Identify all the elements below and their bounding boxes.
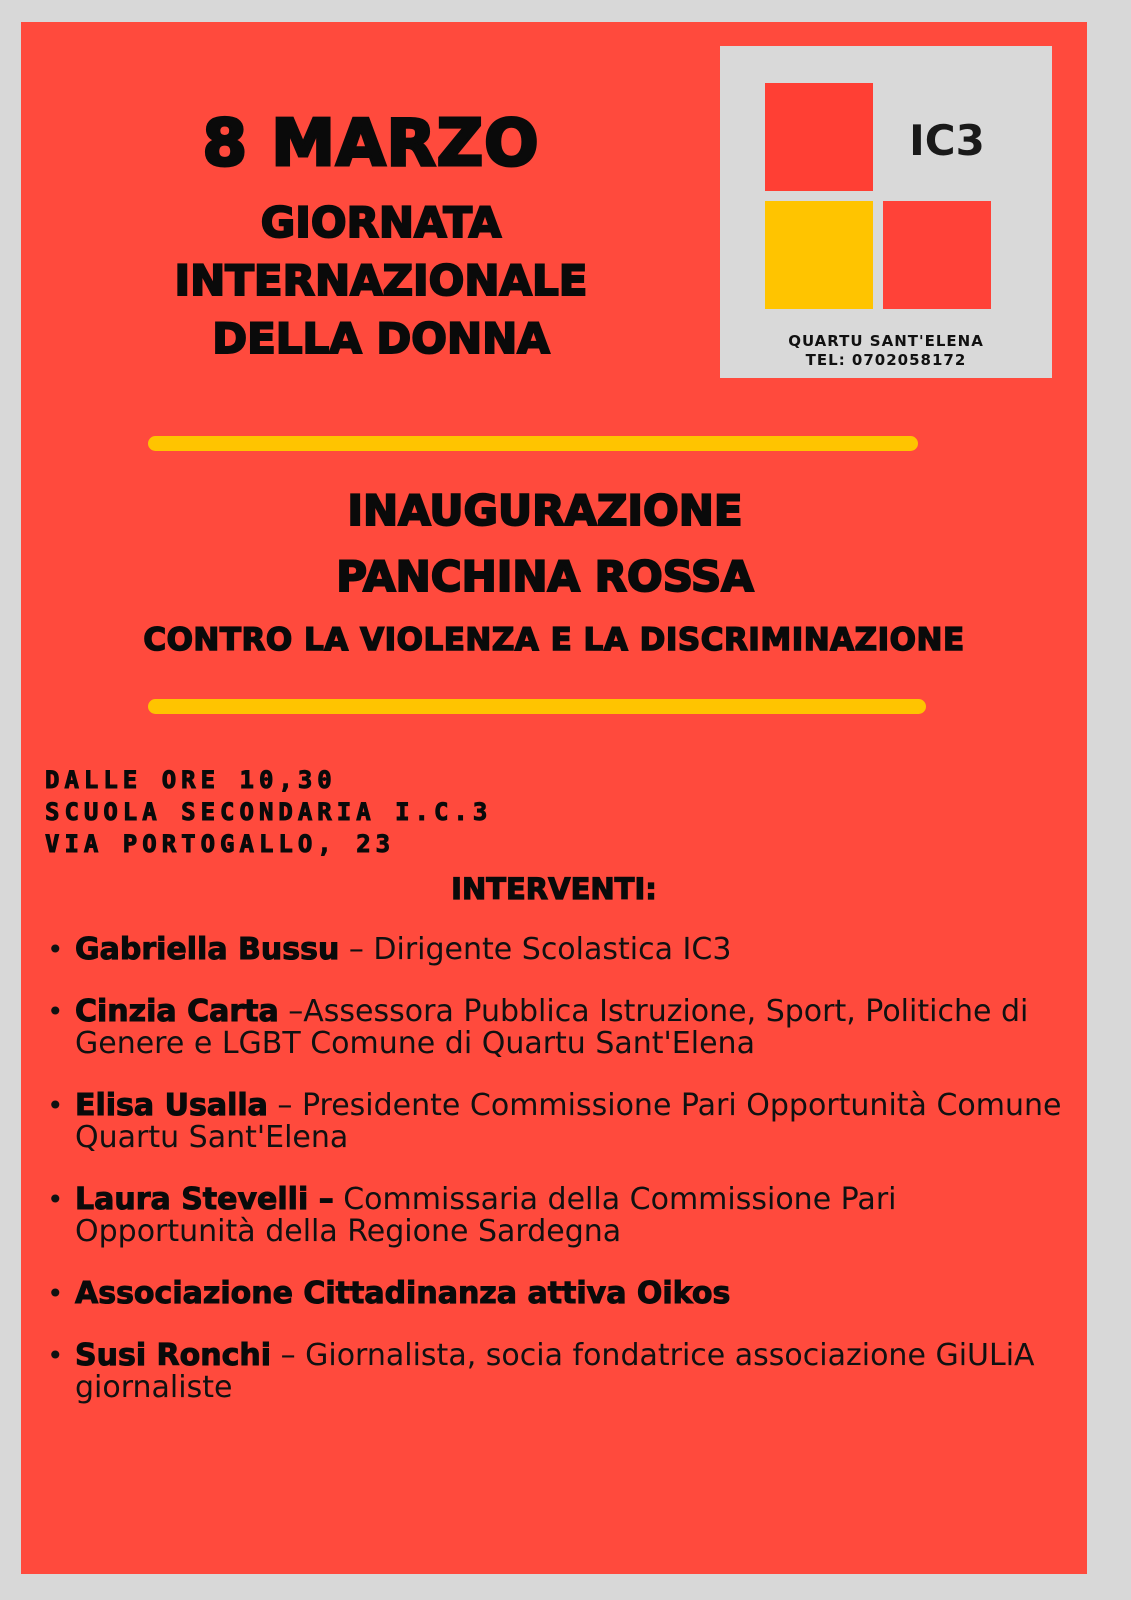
speaker-role: – Presidente Commissione Pari Opportunità Comune Quartu Sant'Elena <box>75 1088 1062 1155</box>
speaker-role: –Assessora Pubblica Istruzione, Sport, Politiche di Genere e LGBT Comune di Quartu Sant'Elena <box>75 994 1029 1061</box>
speaker-name: Susi Ronchi <box>75 1338 272 1373</box>
speaker-name: Elisa Usalla <box>75 1088 268 1123</box>
logo-phone: TEL: 0702058172 <box>805 351 967 369</box>
list-item <box>45 1090 1075 1154</box>
speaker-role: Commissaria della Commissione Pari Opportunità della Regione Sardegna <box>75 1182 897 1249</box>
event-subtitle <box>101 194 661 368</box>
event-place: SCUOLA SECONDARIA I.C.3 <box>45 798 493 826</box>
list-item <box>45 1184 1075 1248</box>
logo-square-yellow <box>765 201 873 309</box>
speaker-name: Cinzia Carta <box>75 994 279 1029</box>
list-item <box>45 1278 1075 1310</box>
logo-square-red <box>883 201 991 309</box>
speaker-list <box>45 934 1075 1434</box>
poster <box>21 22 1087 1574</box>
divider <box>148 436 918 451</box>
speaker-name: Laura Stevelli – <box>75 1182 334 1217</box>
event-date: 8 MARZO <box>202 107 540 181</box>
list-item <box>45 934 1075 966</box>
event-address: VIA PORTOGALLO, 23 <box>45 830 396 858</box>
subtitle-line: DELLA DONNA <box>212 314 550 363</box>
list-item <box>45 1340 1075 1404</box>
event-title-line: PANCHINA ROSSA <box>336 552 754 601</box>
logo-city: QUARTU SANT'ELENA <box>788 332 984 350</box>
subtitle-line: INTERNAZIONALE <box>174 256 588 305</box>
speaker-role: – Dirigente Scolastica IC3 <box>339 932 732 967</box>
event-time: DALLE ORE 10,30 <box>45 766 337 794</box>
event-tagline: CONTRO LA VIOLENZA E LA DISCRIMINAZIONE <box>143 622 965 658</box>
event-title-line: INAUGURAZIONE <box>347 486 743 535</box>
school-logo <box>720 46 1052 378</box>
logo-square-red <box>765 83 873 191</box>
speaker-name: Gabriella Bussu <box>75 932 340 967</box>
logo-name: IC3 <box>909 116 985 165</box>
speaker-role: – Giornalista, socia fondatrice associazione GiULiA giornaliste <box>75 1338 1035 1405</box>
list-item <box>45 996 1075 1060</box>
interventi-title: INTERVENTI: <box>451 872 657 906</box>
event-info <box>45 764 492 860</box>
subtitle-line: GIORNATA <box>260 198 502 247</box>
speaker-name: Associazione Cittadinanza attiva Oikos <box>75 1276 731 1311</box>
event-title <box>121 478 969 610</box>
divider <box>148 699 926 714</box>
